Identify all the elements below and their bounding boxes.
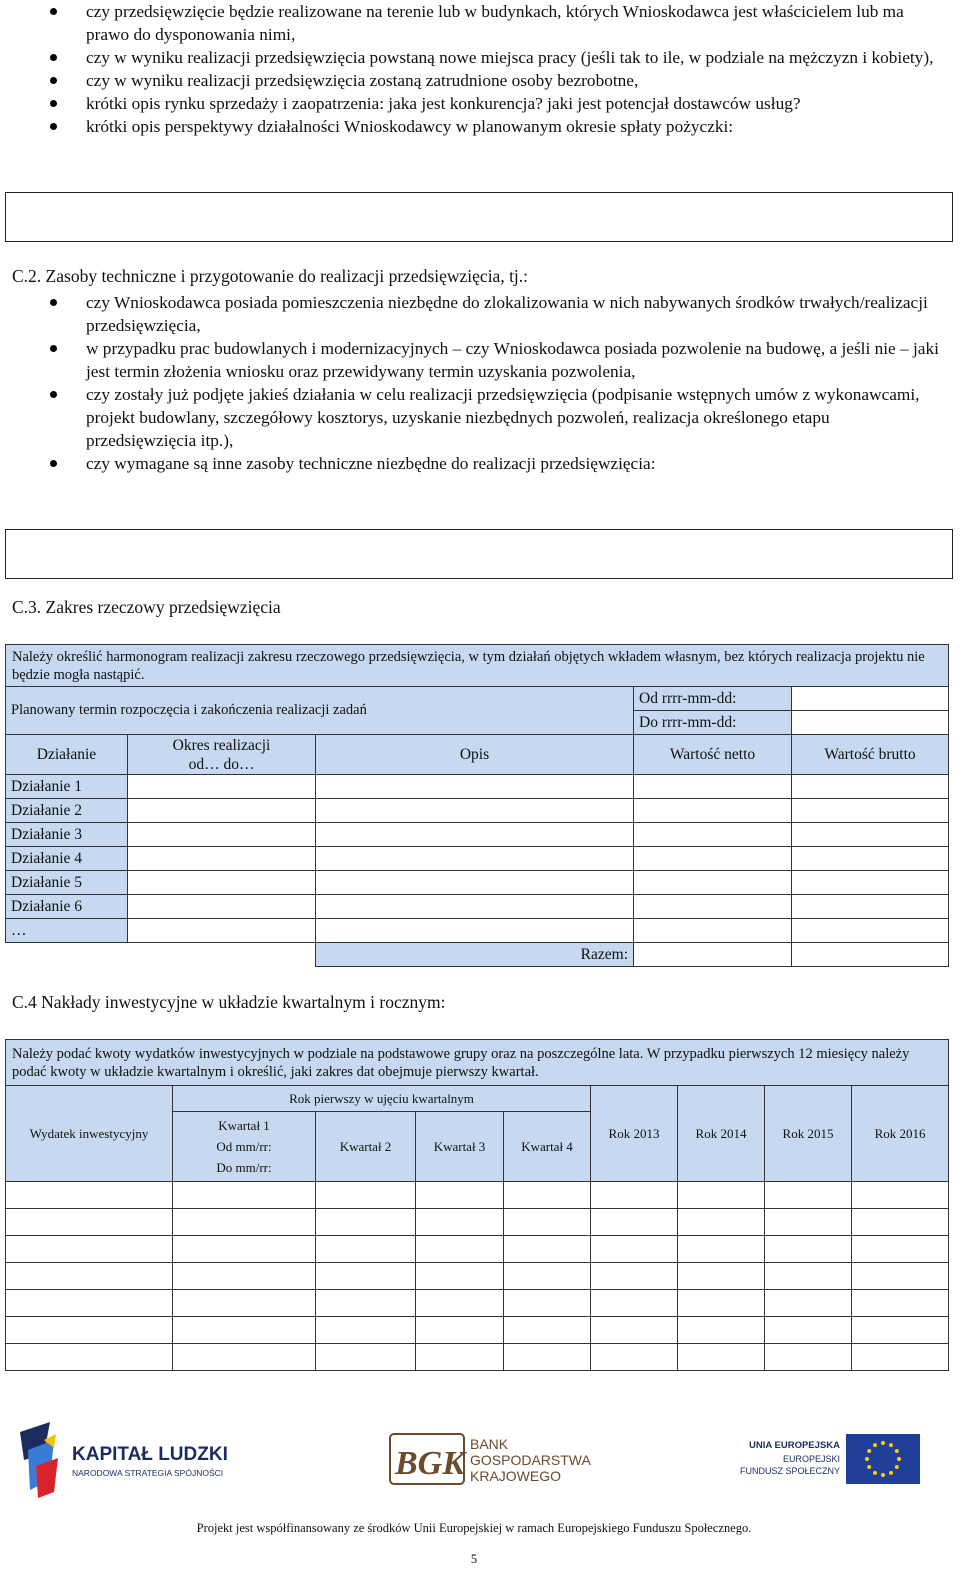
footer-logos xyxy=(14,1420,934,1502)
c4-entry-cell[interactable] xyxy=(6,1290,173,1317)
c4-entry-cell[interactable] xyxy=(765,1236,852,1263)
c2-answer-box[interactable] xyxy=(5,529,953,579)
c1-bullet-1: czy przedsięwzięcie będzie realizowane na terenie lub w budynkach, których Wnioskodawca jest właścicielem lub ma prawo do dysponowania nimi, xyxy=(50,0,940,46)
c2-bullet-1: czy Wnioskodawca posiada pomieszczenia niezbędne do zlokalizowania w nich nabywanych środków trwałych/realizacji przedsięwzięcia, xyxy=(50,291,940,337)
eu-efs-logo xyxy=(740,1434,920,1484)
c3-planned-term-label: Planowany termin rozpoczęcia i zakończenia realizacji zadań xyxy=(6,687,634,735)
c3-instruction: Należy określić harmonogram realizacji zakresu rzeczowego przedsięwzięcia, w tym działań objętych wkładem własnym, bez których realizacja projektu nie będzie mogła nastąpić. xyxy=(6,645,949,687)
eu-star-icon xyxy=(865,1457,869,1461)
eu-star-icon xyxy=(873,1471,877,1475)
c4-entry-cell[interactable] xyxy=(852,1263,949,1290)
c4-entry-cell[interactable] xyxy=(416,1263,504,1290)
c4-entry-cell[interactable] xyxy=(591,1344,678,1371)
c3-total-gross[interactable] xyxy=(792,943,949,967)
c4-investment-table xyxy=(5,1039,949,1371)
c4-entry-cell[interactable] xyxy=(416,1344,504,1371)
c4-entry-cell[interactable] xyxy=(852,1344,949,1371)
c3-to-label: Do rrrr-mm-dd: xyxy=(634,711,792,735)
c3-header-period-line1: Okres realizacji xyxy=(172,736,271,754)
eu-star-icon xyxy=(881,1441,885,1445)
c4-entry-cell[interactable] xyxy=(591,1263,678,1290)
c1-bullet-4: krótki opis rynku sprzedaży i zaopatrzenia: jaka jest konkurencja? jaki jest potencjał dostawców usług? xyxy=(50,92,940,115)
c4-entry-cell[interactable] xyxy=(591,1209,678,1236)
c4-entry-cell[interactable] xyxy=(316,1263,416,1290)
c4-entry-cell[interactable] xyxy=(678,1263,765,1290)
c4-entry-cell[interactable] xyxy=(678,1209,765,1236)
c2-bullet-list xyxy=(50,291,940,475)
eu-logo-line3: FUNDUSZ SPOŁECZNY xyxy=(739,1466,840,1476)
c4-entry-cell[interactable] xyxy=(6,1236,173,1263)
kapital-ludzki-logo xyxy=(20,1422,228,1498)
c4-header-q1 xyxy=(173,1112,316,1182)
c4-entry-cell[interactable] xyxy=(416,1182,504,1209)
c3-to-input[interactable] xyxy=(792,711,949,735)
c4-entry-cell[interactable] xyxy=(591,1236,678,1263)
c4-entry-cell[interactable] xyxy=(591,1317,678,1344)
c3-header-period xyxy=(128,735,316,775)
c4-table-body xyxy=(6,1182,949,1371)
c4-entry-cell[interactable] xyxy=(765,1209,852,1236)
c4-entry-cell[interactable] xyxy=(173,1209,316,1236)
c1-answer-box[interactable] xyxy=(5,192,953,242)
c3-cell-net[interactable] xyxy=(634,871,792,895)
c4-entry-cell[interactable] xyxy=(416,1290,504,1317)
eu-logo-line2: EUROPEJSKI xyxy=(782,1454,840,1464)
eu-logo-line1: UNIA EUROPEJSKA xyxy=(749,1440,840,1451)
c3-cell-gross[interactable] xyxy=(792,823,949,847)
c3-title: C.3. Zakres rzeczowy przedsięwzięcia xyxy=(12,597,281,617)
c4-entry-cell[interactable] xyxy=(678,1182,765,1209)
kl-logo-title: KAPITAŁ LUDZKI xyxy=(72,1444,228,1465)
c3-header-period-line2: od… do… xyxy=(188,755,255,773)
bgk-logo-line1: BANK xyxy=(470,1436,509,1452)
c4-entry-cell[interactable] xyxy=(504,1236,591,1263)
c1-bullet-3: czy w wyniku realizacji przedsięwzięcia zostaną zatrudnione osoby bezrobotne, xyxy=(50,69,940,92)
c3-cell-description[interactable] xyxy=(316,823,634,847)
c4-header-2013: Rok 2013 xyxy=(591,1086,678,1182)
c4-entry-cell[interactable] xyxy=(852,1290,949,1317)
c3-header-gross: Wartość brutto xyxy=(792,735,949,775)
c4-header-2015: Rok 2015 xyxy=(765,1086,852,1182)
c3-cell-net[interactable] xyxy=(634,823,792,847)
c4-entry-cell[interactable] xyxy=(173,1182,316,1209)
c3-total-net[interactable] xyxy=(634,943,792,967)
c4-header-q1-to: Do mm/rr: xyxy=(216,1160,272,1175)
c4-entry-cell[interactable] xyxy=(6,1344,173,1371)
c3-cell-period[interactable] xyxy=(128,895,316,919)
c4-entry-cell[interactable] xyxy=(765,1290,852,1317)
c4-entry-cell[interactable] xyxy=(765,1344,852,1371)
c3-cell-gross[interactable] xyxy=(792,895,949,919)
c3-row-label: Działanie 1 xyxy=(6,775,128,799)
c4-entry-cell[interactable] xyxy=(504,1182,591,1209)
table-row xyxy=(6,1209,949,1236)
c4-entry-cell[interactable] xyxy=(504,1290,591,1317)
c3-cell-gross[interactable] xyxy=(792,847,949,871)
table-row xyxy=(6,847,949,871)
table-row xyxy=(6,1344,949,1371)
table-row xyxy=(6,1317,949,1344)
c3-row-label: Działanie 6 xyxy=(6,895,128,919)
table-row xyxy=(6,1182,949,1209)
c4-entry-cell[interactable] xyxy=(852,1209,949,1236)
c4-entry-cell[interactable] xyxy=(678,1236,765,1263)
c4-instruction: Należy podać kwoty wydatków inwestycyjnych w podziale na podstawowe grupy oraz na poszczególne lata. W przypadku pierwszych 12 miesięcy należy podać kwoty w układzie kwartalnym i określić, jaki zakres dat obejmuje pierwszy kwartał. xyxy=(6,1040,949,1086)
c3-cell-description[interactable] xyxy=(316,799,634,823)
c2-bullet-2: w przypadku prac budowlanych i modernizacyjnych – czy Wnioskodawca posiada pozwolenie na budowę, a jeśli nie – jaki jest termin złożenia wniosku oraz przewidywany termin uzyskania pozwolenia, xyxy=(50,337,940,383)
c3-schedule-table xyxy=(5,644,949,967)
eu-star-icon xyxy=(895,1465,899,1469)
c3-cell-gross[interactable] xyxy=(792,775,949,799)
c3-total-label: Razem: xyxy=(316,943,634,967)
bgk-logo-line3: KRAJOWEGO xyxy=(470,1468,562,1484)
table-row xyxy=(6,1236,949,1263)
c3-header-description: Opis xyxy=(316,735,634,775)
eu-star-icon xyxy=(867,1465,871,1469)
c4-entry-cell[interactable] xyxy=(678,1317,765,1344)
c4-entry-cell[interactable] xyxy=(678,1290,765,1317)
eu-star-icon xyxy=(867,1449,871,1453)
c3-cell-period[interactable] xyxy=(128,799,316,823)
svg-text:BGK: BGK xyxy=(395,1445,465,1482)
c4-header-expense: Wydatek inwestycyjny xyxy=(6,1086,173,1182)
c4-header-q1-label: Kwartał 1 xyxy=(218,1118,270,1133)
c3-cell-period[interactable] xyxy=(128,823,316,847)
c3-from-label: Od rrrr-mm-dd: xyxy=(634,687,792,711)
table-row xyxy=(6,895,949,919)
c3-cell-net[interactable] xyxy=(634,847,792,871)
c3-row-label: Działanie 4 xyxy=(6,847,128,871)
c4-entry-cell[interactable] xyxy=(852,1182,949,1209)
c4-entry-cell[interactable] xyxy=(6,1263,173,1290)
c4-header-q4: Kwartał 4 xyxy=(504,1112,591,1182)
table-row xyxy=(6,919,949,943)
c3-row-label: Działanie 3 xyxy=(6,823,128,847)
c3-from-input[interactable] xyxy=(792,687,949,711)
c3-cell-description[interactable] xyxy=(316,775,634,799)
c4-header-q3: Kwartał 3 xyxy=(416,1112,504,1182)
c4-entry-cell[interactable] xyxy=(316,1317,416,1344)
c3-cell-period[interactable] xyxy=(128,871,316,895)
c4-entry-cell[interactable] xyxy=(765,1263,852,1290)
eu-star-icon xyxy=(897,1457,901,1461)
c1-bullet-5: krótki opis perspektywy działalności Wnioskodawcy w planowanym okresie spłaty pożyczki: xyxy=(50,115,940,138)
bgk-logo xyxy=(390,1434,591,1484)
c3-header-action: Działanie xyxy=(6,735,128,775)
c1-bullet-2: czy w wyniku realizacji przedsięwzięcia powstaną nowe miejsca pracy (jeśli tak to ile, w podziale na mężczyzn i kobiety), xyxy=(50,46,940,69)
c4-entry-cell[interactable] xyxy=(173,1290,316,1317)
c3-cell-period[interactable] xyxy=(128,847,316,871)
c4-header-2016: Rok 2016 xyxy=(852,1086,949,1182)
page-number: 5 xyxy=(470,1552,478,1566)
c3-cell-description[interactable] xyxy=(316,919,634,943)
c4-entry-cell[interactable] xyxy=(416,1236,504,1263)
c3-cell-description[interactable] xyxy=(316,871,634,895)
c3-cell-description[interactable] xyxy=(316,847,634,871)
c4-entry-cell[interactable] xyxy=(316,1182,416,1209)
c3-cell-gross[interactable] xyxy=(792,871,949,895)
table-row xyxy=(6,775,949,799)
c4-entry-cell[interactable] xyxy=(6,1209,173,1236)
c4-entry-cell[interactable] xyxy=(504,1209,591,1236)
eu-star-icon xyxy=(881,1473,885,1477)
c3-cell-net[interactable] xyxy=(634,775,792,799)
c4-entry-cell[interactable] xyxy=(316,1236,416,1263)
c3-cell-net[interactable] xyxy=(634,895,792,919)
table-row xyxy=(6,1263,949,1290)
c3-header-net: Wartość netto xyxy=(634,735,792,775)
c4-entry-cell[interactable] xyxy=(316,1209,416,1236)
c4-entry-cell[interactable] xyxy=(6,1317,173,1344)
c2-bullet-3: czy zostały już podjęte jakieś działania w celu realizacji przedsięwzięcia (podpisanie wstępnych umów z wykonawcami, projekt budowlany, szczegółowy kosztorys, uzyskanie niezbędnych pozwoleń, realizacja określonego etapu przedsięwzięcia itp.), xyxy=(50,383,940,452)
eu-star-icon xyxy=(889,1443,893,1447)
c4-entry-cell[interactable] xyxy=(765,1317,852,1344)
c3-cell-net[interactable] xyxy=(634,799,792,823)
c3-cell-period[interactable] xyxy=(128,919,316,943)
c4-entry-cell[interactable] xyxy=(316,1344,416,1371)
c3-row-label: … xyxy=(6,919,128,943)
table-row xyxy=(6,1290,949,1317)
c4-header-q2: Kwartał 2 xyxy=(316,1112,416,1182)
eu-star-icon xyxy=(895,1449,899,1453)
c3-cell-gross[interactable] xyxy=(792,919,949,943)
c4-entry-cell[interactable] xyxy=(416,1317,504,1344)
c4-entry-cell[interactable] xyxy=(416,1209,504,1236)
c4-entry-cell[interactable] xyxy=(504,1263,591,1290)
c3-cell-gross[interactable] xyxy=(792,799,949,823)
c4-entry-cell[interactable] xyxy=(316,1290,416,1317)
c3-cell-net[interactable] xyxy=(634,919,792,943)
c1-bullet-list xyxy=(50,0,940,138)
eu-star-icon xyxy=(889,1471,893,1475)
c4-header-first-year: Rok pierwszy w ujęciu kwartalnym xyxy=(173,1086,591,1112)
c4-entry-cell[interactable] xyxy=(173,1236,316,1263)
c4-entry-cell[interactable] xyxy=(678,1344,765,1371)
c3-row-label: Działanie 5 xyxy=(6,871,128,895)
c3-cell-description[interactable] xyxy=(316,895,634,919)
c4-header-q1-from: Od mm/rr: xyxy=(216,1139,272,1154)
c4-entry-cell[interactable] xyxy=(591,1182,678,1209)
c4-title: C.4 Nakłady inwestycyjne w układzie kwartalnym i rocznym: xyxy=(12,992,446,1012)
kl-logo-subtitle: NARODOWA STRATEGIA SPÓJNOŚCI xyxy=(72,1468,224,1478)
c3-cell-period[interactable] xyxy=(128,775,316,799)
c4-entry-cell[interactable] xyxy=(173,1344,316,1371)
footer-cofinancing-text: Projekt jest współfinansowany ze środków Unii Europejskiej w ramach Europejskiego Funduszu Społecznego. xyxy=(196,1521,752,1535)
c4-entry-cell[interactable] xyxy=(504,1317,591,1344)
c4-entry-cell[interactable] xyxy=(6,1182,173,1209)
table-row xyxy=(6,823,949,847)
c3-row-label: Działanie 2 xyxy=(6,799,128,823)
bgk-logo-line2: GOSPODARSTWA xyxy=(470,1452,591,1468)
table-row xyxy=(6,799,949,823)
c4-entry-cell[interactable] xyxy=(504,1344,591,1371)
table-row xyxy=(6,871,949,895)
c4-entry-cell[interactable] xyxy=(173,1317,316,1344)
c4-entry-cell[interactable] xyxy=(852,1317,949,1344)
c2-bullet-4: czy wymagane są inne zasoby techniczne niezbędne do realizacji przedsięwzięcia: xyxy=(50,452,940,475)
c4-header-2014: Rok 2014 xyxy=(678,1086,765,1182)
c2-title: C.2. Zasoby techniczne i przygotowanie do realizacji przedsięwzięcia, tj.: xyxy=(12,266,529,286)
eu-star-icon xyxy=(873,1443,877,1447)
c4-entry-cell[interactable] xyxy=(591,1290,678,1317)
c4-entry-cell[interactable] xyxy=(173,1263,316,1290)
c4-entry-cell[interactable] xyxy=(765,1182,852,1209)
c4-entry-cell[interactable] xyxy=(852,1236,949,1263)
